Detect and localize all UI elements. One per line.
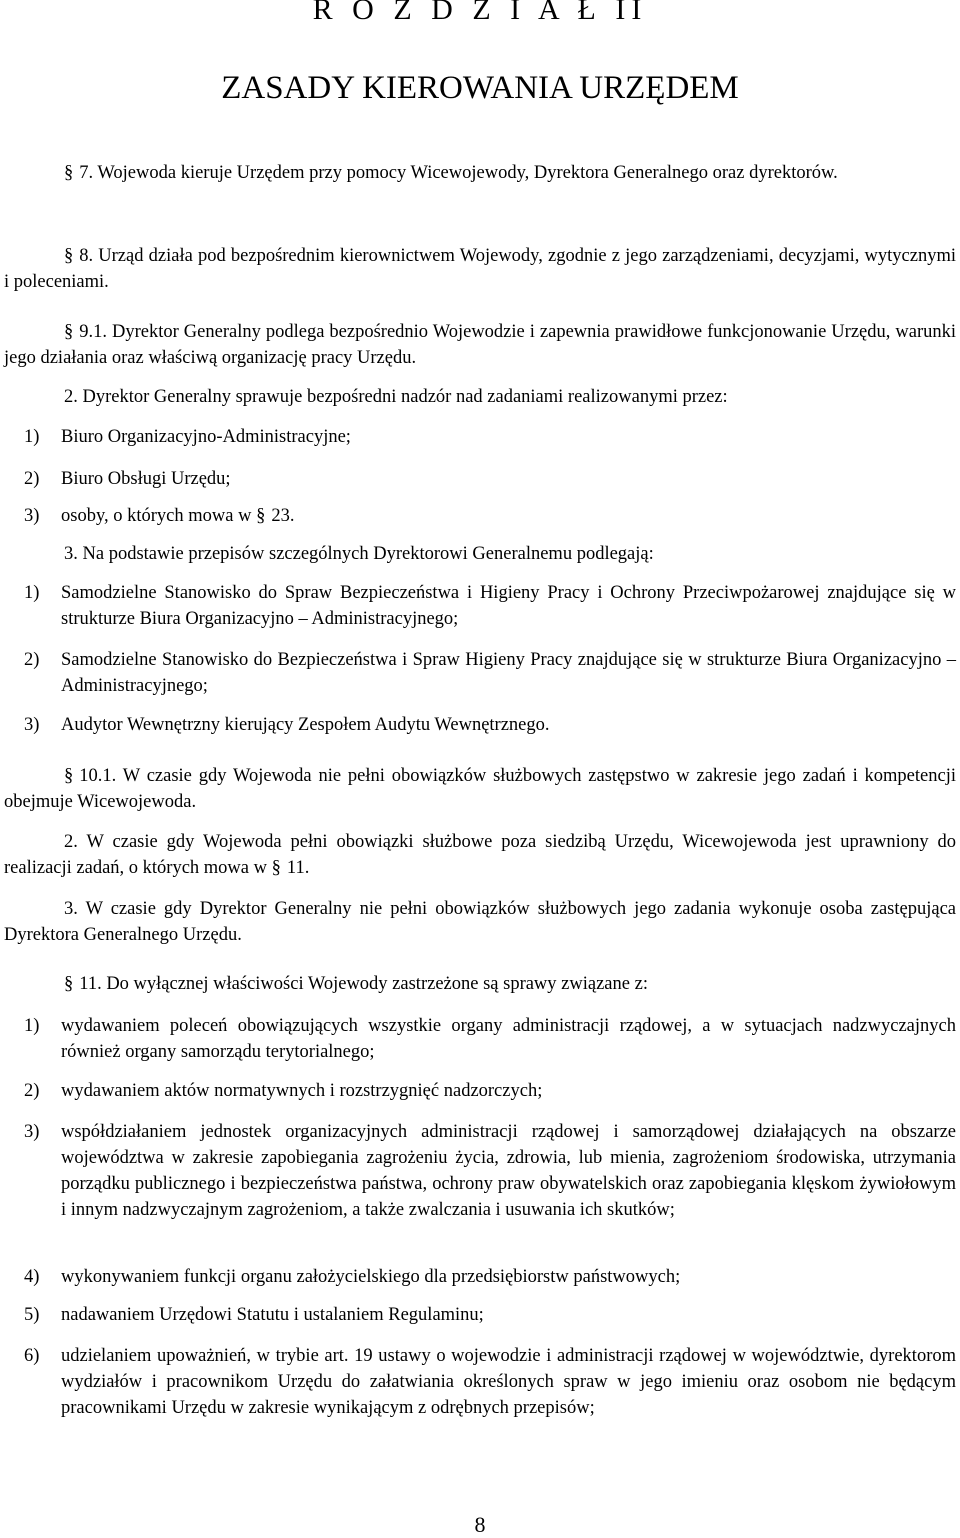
paragraph-9-1: § 9.1. Dyrektor Generalny podlega bezpośrednio Wojewodzie i zapewnia prawidłowe funkcjonowanie Urzędu, warunki jego działania oraz właściwą organizację pracy Urzędu. xyxy=(4,322,956,368)
paragraph-10-1: § 10.1. W czasie gdy Wojewoda nie pełni obowiązków służbowych zastępstwo w zakresie jego zadań i kompetencji obejmuje Wicewojewoda. xyxy=(4,766,956,812)
section-sign: § xyxy=(64,246,74,266)
section-sign: § xyxy=(256,506,266,526)
paragraph-10-2: 2. W czasie gdy Wojewoda pełni obowiązki służbowe poza siedzibą Urzędu, Wicewojewoda jest uprawniony do realizacji zadań, o których mowa w § 11. xyxy=(4,832,956,878)
list-item: 1) wydawaniem poleceń obowiązujących wszystkie organy administracji rządowej, a w sytuacjach nadzwyczajnych również organy samorządu terytorialnego; xyxy=(24,1016,956,1062)
list-item: 3) współdziałaniem jednostek organizacyjnych administracji rządowej i samorządowej działających na obszarze województwa w zakresie zapobiegania zagrożeniu życia, zdrowia, lub mienia, zagrożeniom środowiska, utrzymania porządku publicznego i bezpieczeństwa państwa, ochrony praw obywatelskich oraz zapobiegania klęskom żywiołowym i innym nadzwyczajnym zagrożeniom, a także zwalczania i usuwania ich skutków; xyxy=(24,1122,956,1220)
list-item: 1) Samodzielne Stanowisko do Spraw Bezpieczeństwa i Higieny Pracy i Ochrony Przeciwpożarowej znajdujące się w strukturze Biura Organizacyjno – Administracyjnego; xyxy=(24,583,956,629)
paragraph-11: § 11. Do wyłącznej właściwości Wojewody zastrzeżone są sprawy związane z: xyxy=(64,974,648,994)
section-sign: § xyxy=(271,858,281,878)
section-sign: § xyxy=(64,322,74,342)
paragraph-8: § 8. Urząd działa pod bezpośrednim kierownictwem Wojewody, zgodnie z jego zarządzeniami, decyzjami, wytycznymi i poleceniami. xyxy=(4,246,956,292)
paragraph-9-3: 3. Na podstawie przepisów szczególnych Dyrektorowi Generalnemu podlegają: xyxy=(64,544,654,564)
list-item: 2) Biuro Obsługi Urzędu; xyxy=(24,469,231,489)
list-item: 2) Samodzielne Stanowisko do Bezpieczeństwa i Spraw Higieny Pracy znajdujące się w strukturze Biura Organizacyjno – Administracyjnego; xyxy=(24,650,956,696)
list-item: 3) Audytor Wewnętrzny kierujący Zespołem Audytu Wewnętrznego. xyxy=(24,715,550,735)
list-item: 2) wydawaniem aktów normatywnych i rozstrzygnięć nadzorczych; xyxy=(24,1081,543,1101)
list-item: 3) osoby, o których mowa w § 23. xyxy=(24,506,295,526)
list-item: 4) wykonywaniem funkcji organu założycielskiego dla przedsiębiorstw państwowych; xyxy=(24,1267,681,1287)
chapter-heading: R O Z D Z I A Ł II xyxy=(312,0,648,26)
list-item: 6) udzielaniem upoważnień, w trybie art. 19 ustawy o wojewodzie i administracji rządowej w województwie, dyrektorom wydziałów i pracownikom Urzędu do załatwiania określonych spraw w jego imieniu oraz osobom nie będącym pracownikami Urzędu w zakresie wynikającym z odrębnych przepisów; xyxy=(24,1346,956,1418)
section-sign: § xyxy=(64,766,74,786)
section-sign: § xyxy=(64,974,74,994)
section-sign: § xyxy=(64,163,74,183)
chapter-title: ZASADY KIEROWANIA URZĘDEM xyxy=(221,70,739,106)
paragraph-7: § 7. Wojewoda kieruje Urzędem przy pomocy Wicewojewody, Dyrektora Generalnego oraz dyrektorów. xyxy=(64,163,838,183)
page-number: 8 xyxy=(474,1512,486,1537)
document-page xyxy=(4,0,956,1537)
paragraph-9-2: 2. Dyrektor Generalny sprawuje bezpośredni nadzór nad zadaniami realizowanymi przez: xyxy=(64,387,728,407)
list-item: 5) nadawaniem Urzędowi Statutu i ustalaniem Regulaminu; xyxy=(24,1305,484,1325)
list-item: 1) Biuro Organizacyjno-Administracyjne; xyxy=(24,427,351,447)
paragraph-10-3: 3. W czasie gdy Dyrektor Generalny nie pełni obowiązków służbowych jego zadania wykonuje osoba zastępująca Dyrektora Generalnego Urzędu. xyxy=(4,899,956,945)
